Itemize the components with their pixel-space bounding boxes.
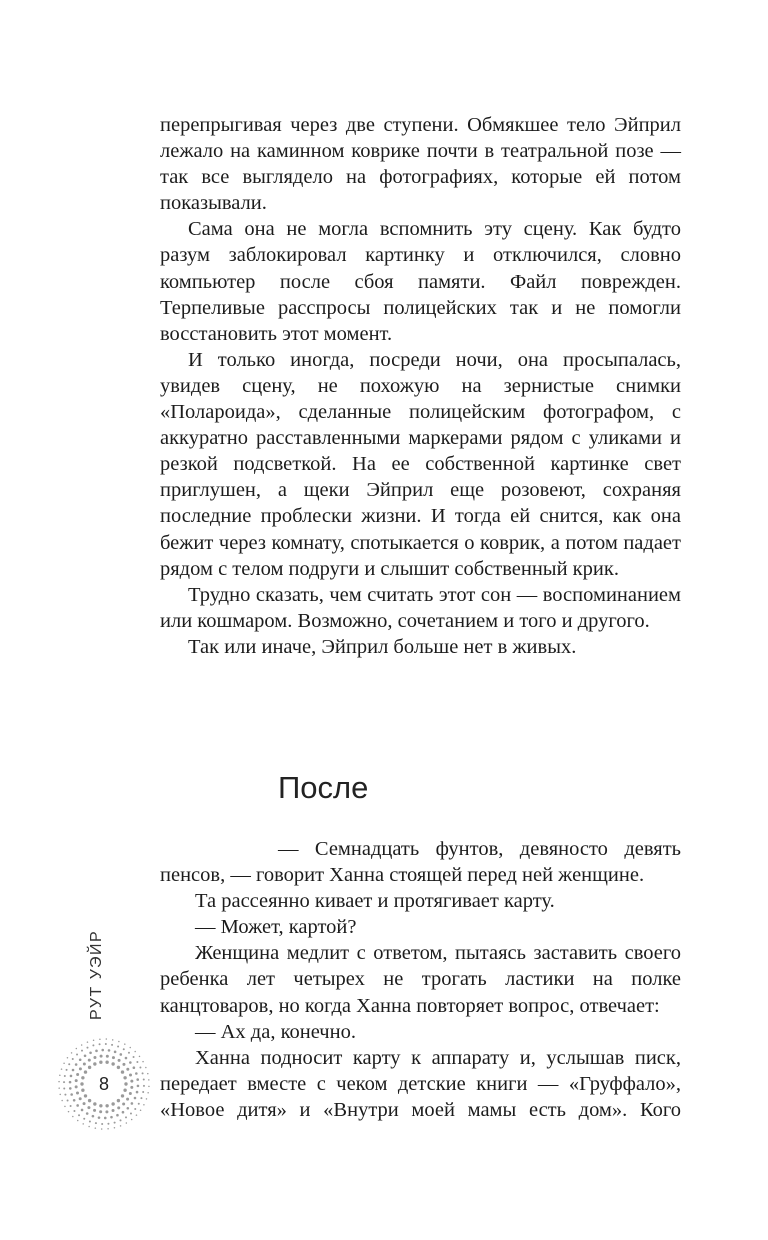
running-head-author: РУТ УЭЙР [88, 929, 105, 1020]
paragraph: перепрыгивая через две ступени. Обмякшее тело Эйприл лежало на каминном коврике почти в театральной позе — так все выглядело на фотографиях, которые ей потом показывали. [160, 114, 681, 215]
section-after-text [160, 836, 681, 1123]
page-number-ornament [56, 1036, 152, 1132]
paragraph: — Ах да, конечно. [195, 1020, 356, 1043]
page-number: 8 [98, 1073, 109, 1094]
paragraph: Трудно сказать, чем считать этот сон — воспоминанием или кошмаром. Возможно, сочетанием и того и другого. [160, 583, 681, 632]
paragraph: Та рассеянно кивает и протягивает карту. [195, 890, 555, 913]
paragraph: Женщина медлит с ответом, пытаясь заставить своего ребенка лет четырех не трогать ластики на полке канцтоваров, но когда Ханна повторяет вопрос, отвечает: [160, 942, 681, 1017]
chapter-title: После [278, 770, 369, 805]
paragraph: Ханна подносит карту к аппарату и, услышав писк, передает вместе с чеком детские книги — «Груффало», «Новое дитя» и «Внутри моей мамы есть дом». Кого [160, 1046, 681, 1121]
paragraph: И только иногда, посреди ночи, она просыпалась, увидев сцену, не похожую на зернистые снимки «Полароида», сделанные полицейским фотографом, с аккуратно расставленными маркерами рядом с уликами и резкой подсветкой. На ее собственной картинке свет приглушен, а щеки Эйприл еще розовеют, сохраняя последние проблески жизни. И тогда ей снится, как она бежит через комнату, спотыкается о коврик, а потом падает рядом с телом подруги и слышит собственный крик. [160, 348, 681, 580]
paragraph: — Семнадцать фунтов, девяносто девять пенсов, — говорит Ханна стоящей перед ней женщине. [160, 838, 681, 887]
section-before-text [160, 112, 681, 660]
paragraph: Сама она не могла вспомнить эту сцену. Как будто разум заблокировал картинку и отключился, словно компьютер после сбоя памяти. Файл поврежден. Терпеливые расспросы полицейских так и не помогли восстановить этот момент. [160, 218, 681, 345]
paragraph: — Может, картой? [195, 916, 357, 939]
paragraph: Так или иначе, Эйприл больше нет в живых. [188, 635, 577, 658]
